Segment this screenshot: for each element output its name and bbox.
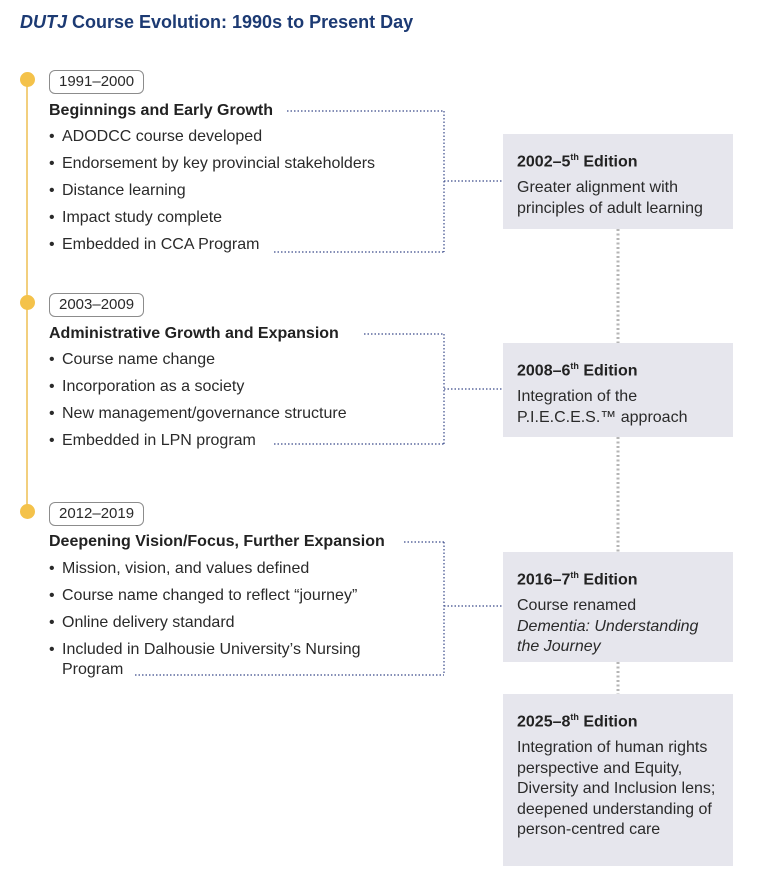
- list-item-text: Course name change: [62, 351, 219, 368]
- edition-description: Integration of human rights perspective and Equity, Diversity and Inclusion lens; deepened understanding of person-centred care: [517, 739, 716, 839]
- edition-box: [503, 134, 733, 229]
- year-badge: 2012–2019: [49, 502, 144, 526]
- edition-ordinal: th: [570, 361, 579, 371]
- edition-year: 2016–7: [517, 571, 571, 589]
- list-item: [49, 640, 392, 680]
- era-list: [49, 127, 379, 262]
- list-item-text: Embedded in LPN program: [62, 432, 260, 449]
- era-heading: Deepening Vision/Focus, Further Expansion: [49, 532, 389, 552]
- edition-description: Greater alignment with principles of adult learning: [517, 179, 703, 217]
- list-item: [49, 377, 351, 397]
- edition-course-title: Dementia: Understanding the Journey: [517, 617, 699, 656]
- edition-description: [517, 596, 719, 658]
- era-list: [49, 559, 392, 687]
- era-3: [49, 502, 144, 526]
- edition-ordinal: th: [570, 712, 579, 722]
- timeline-dot: [20, 72, 35, 87]
- title-abbreviation: DUTJ: [20, 12, 68, 32]
- list-item: [49, 404, 351, 424]
- list-item-text: Course name changed to reflect “journey”: [62, 587, 361, 604]
- edition-label: Edition: [578, 362, 638, 380]
- list-item-text: Mission, vision, and values defined: [62, 560, 313, 577]
- era-list: [49, 350, 351, 458]
- list-item: [49, 613, 392, 633]
- timeline-dot: [20, 504, 35, 519]
- edition-heading: [517, 707, 719, 732]
- edition-heading: [517, 565, 719, 590]
- list-item: [49, 235, 379, 255]
- edition-box: [503, 343, 733, 437]
- era-2: [49, 293, 144, 317]
- edition-label: Edition: [578, 571, 638, 589]
- edition-year: 2002–5: [517, 153, 571, 171]
- edition-label: Edition: [578, 153, 638, 171]
- list-item-text: Distance learning: [62, 182, 190, 199]
- edition-label: Edition: [578, 713, 638, 731]
- edition-description: Integration of the P.I.E.C.E.S.™ approach: [517, 388, 688, 426]
- edition-year: 2008–6: [517, 362, 571, 380]
- era-heading: Beginnings and Early Growth: [49, 101, 277, 121]
- year-badge: 1991–2000: [49, 70, 144, 94]
- title-text: Course Evolution: 1990s to Present Day: [67, 12, 414, 32]
- list-item: [49, 208, 379, 228]
- list-item-text: New management/governance structure: [62, 405, 351, 422]
- list-item: [49, 127, 379, 147]
- timeline-dot: [20, 295, 35, 310]
- list-item-text: Incorporation as a society: [62, 378, 248, 395]
- edition-heading: [517, 147, 719, 172]
- list-item-text: Embedded in CCA Program: [62, 236, 263, 253]
- list-item: [49, 586, 392, 606]
- list-item-text: ADODCC course developed: [62, 128, 266, 145]
- list-item-text: Online delivery standard: [62, 614, 239, 631]
- edition-ordinal: th: [570, 152, 579, 162]
- list-item-text: Endorsement by key provincial stakeholders: [62, 155, 379, 172]
- edition-heading: [517, 356, 719, 381]
- list-item-text: Included in Dalhousie University’s Nursing Program: [62, 641, 361, 678]
- list-item: [49, 154, 379, 174]
- edition-year: 2025–8: [517, 713, 571, 731]
- era-1: [49, 70, 144, 94]
- list-item-text: Impact study complete: [62, 209, 226, 226]
- year-badge: 2003–2009: [49, 293, 144, 317]
- edition-box: [503, 694, 733, 866]
- list-item: [49, 559, 392, 579]
- list-item: [49, 431, 351, 451]
- edition-box: [503, 552, 733, 662]
- list-item: [49, 181, 379, 201]
- era-heading: Administrative Growth and Expansion: [49, 324, 343, 344]
- edition-ordinal: th: [570, 570, 579, 580]
- list-item: [49, 350, 351, 370]
- edition-description-text: Course renamed: [517, 597, 637, 615]
